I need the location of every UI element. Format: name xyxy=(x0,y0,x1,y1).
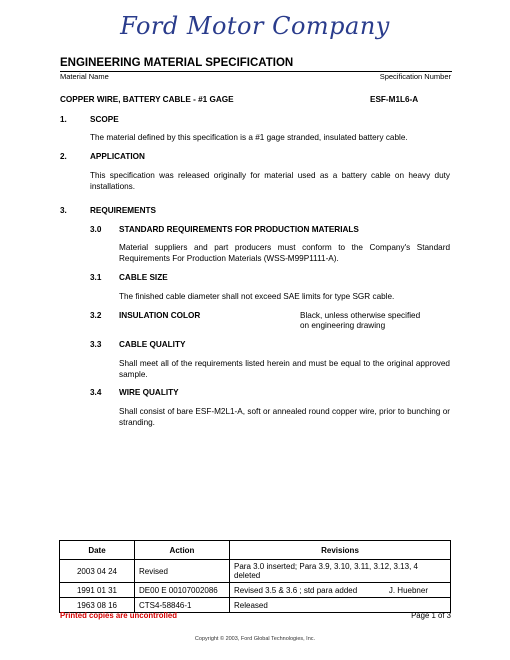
section-3-2-title: INSULATION COLOR xyxy=(119,311,201,320)
section-3-2-number: 3.2 xyxy=(90,311,102,320)
section-3-4-title: WIRE QUALITY xyxy=(119,388,179,397)
revision-date: 1991 01 31 xyxy=(60,583,135,598)
section-3-0-text: Material suppliers and part producers must conform to the Company's Standard Requirements For Production Materials (WSS-M99P1111-A). xyxy=(119,243,450,263)
revision-description: Revised 3.5 & 3.6 ; std para added J. Huebner xyxy=(230,583,451,598)
section-3-3-title: CABLE QUALITY xyxy=(119,340,186,349)
revision-description: Released xyxy=(230,598,451,613)
spec-number: ESF-M1L6-A xyxy=(370,95,419,104)
section-3-0-title: STANDARD REQUIREMENTS FOR PRODUCTION MATERIALS xyxy=(119,225,359,234)
page-number: Page 1 of 3 xyxy=(411,611,451,620)
uncontrolled-copy-notice: Printed copies are uncontrolled xyxy=(60,611,177,620)
section-3-1-number: 3.1 xyxy=(90,273,102,282)
document-title: ENGINEERING MATERIAL SPECIFICATION xyxy=(60,57,294,69)
section-3-0-number: 3.0 xyxy=(90,225,102,234)
action-column-header: Action xyxy=(135,541,230,560)
section-2-number: 2. xyxy=(60,152,67,161)
section-1-title: SCOPE xyxy=(90,115,119,124)
section-3-4-number: 3.4 xyxy=(90,388,102,397)
section-3-3-text: Shall meet all of the requirements listed herein and must be equal to the original approved sample. xyxy=(119,359,450,379)
section-3-number: 3. xyxy=(60,206,67,215)
section-2-title: APPLICATION xyxy=(90,152,145,161)
revision-author: J. Huebner xyxy=(388,585,428,595)
revision-date: 2003 04 24 xyxy=(60,560,135,583)
section-1-number: 1. xyxy=(60,115,67,124)
revisions-column-header: Revisions xyxy=(230,541,451,560)
material-name-label: Material Name xyxy=(60,72,109,81)
copyright-notice: Copyright © 2003, Ford Global Technologies, Inc. xyxy=(194,636,316,642)
section-3-4-text: Shall consist of bare ESF-M2L1-A, soft or annealed round copper wire, prior to bunching or stranding. xyxy=(119,407,450,427)
material-name: COPPER WIRE, BATTERY CABLE - #1 GAGE xyxy=(60,95,234,104)
section-3-1-text: The finished cable diameter shall not exceed SAE limits for type SGR cable. xyxy=(119,292,395,301)
section-1-text: The material defined by this specification is a #1 gage stranded, insulated battery cable. xyxy=(90,133,408,142)
section-3-1-title: CABLE SIZE xyxy=(119,273,168,282)
section-2-text: This specification was released originally for material used as a battery cable on heavy duty installations. xyxy=(90,171,450,191)
revision-table xyxy=(59,540,451,613)
revision-action: Revised xyxy=(135,560,230,583)
section-3-3-number: 3.3 xyxy=(90,340,102,349)
spec-number-label: Specification Number xyxy=(379,72,451,81)
revision-date: 1963 08 16 xyxy=(60,598,135,613)
revision-action: CTS4-58846-1 xyxy=(135,598,230,613)
insulation-color-value-line2: on engineering drawing xyxy=(300,321,386,330)
date-column-header: Date xyxy=(60,541,135,560)
section-3-title: REQUIREMENTS xyxy=(90,206,156,215)
table-row xyxy=(60,560,451,583)
revision-header-row xyxy=(60,541,451,560)
insulation-color-value-line1: Black, unless otherwise specified xyxy=(300,311,421,320)
ford-logo: Ford Motor Company xyxy=(120,12,390,40)
revision-action: DE00 E 00107002086 xyxy=(135,583,230,598)
table-row xyxy=(60,583,451,598)
revision-description: Para 3.0 inserted; Para 3.9, 3.10, 3.11, 3.12, 3.13, 4 deleted xyxy=(230,560,451,583)
